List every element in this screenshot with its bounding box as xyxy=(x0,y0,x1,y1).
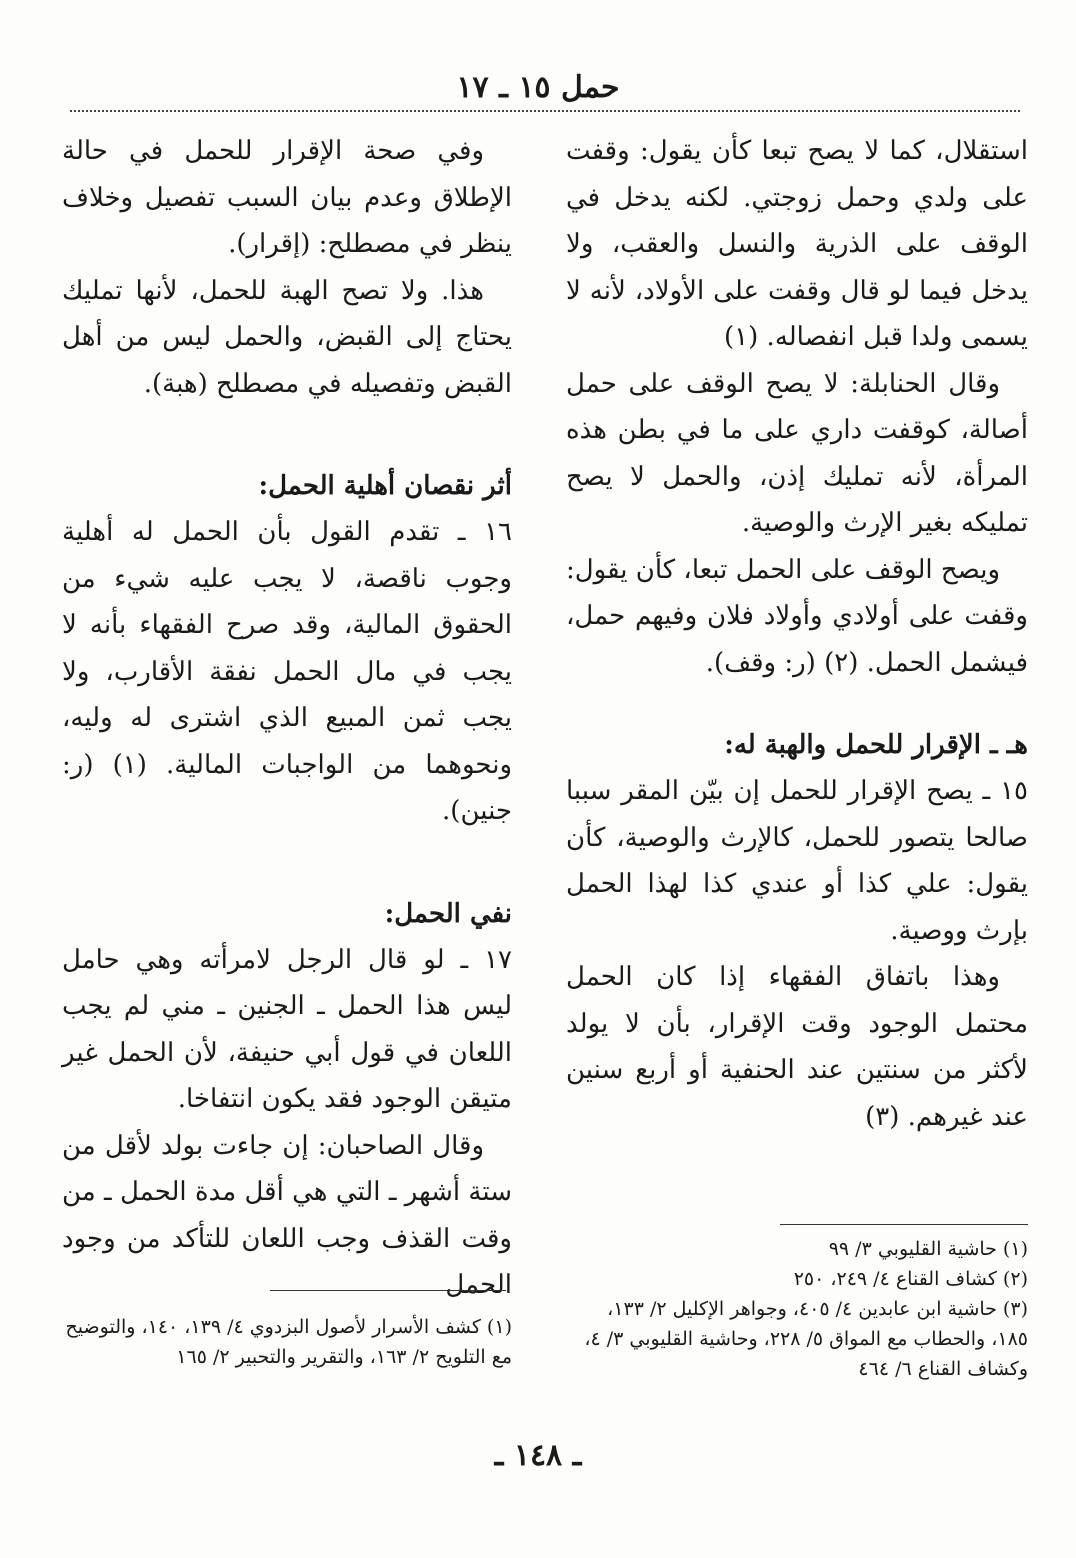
footnotes-right xyxy=(566,1234,1028,1384)
paragraph: وفي صحة الإقرار للحمل في حالة الإطلاق وعدم بيان السبب تفصيل وخلاف ينظر في مصطلح: (إقرار). xyxy=(62,136,512,259)
section-heading: هـ ـ الإقرار للحمل والهبة له: xyxy=(724,730,1028,760)
footnote-rule xyxy=(780,1224,1028,1225)
paragraph: وقال الحنابلة: لا يصح الوقف على حمل أصالة، كوقفت داري على ما في بطن هذه المرأة، لأنه تمليك إذن، والحمل لا يصح تمليكه بغير الإرث والوصية. xyxy=(566,368,1028,538)
footnote: (١) كشف الأسرار لأصول البزدوي ٤/ ١٣٩، ١٤٠، والتوضيح مع التلويح ٢/ ١٦٣، والتقرير والتحبير ٢/ ١٦٥ xyxy=(65,1316,512,1368)
footnote: (٢) كشاف القناع ٤/ ٢٤٩، ٢٥٠ xyxy=(793,1268,1028,1290)
section-heading: أثر نقصان أهلية الحمل: xyxy=(258,471,512,501)
section-heading: نفي الحمل: xyxy=(384,898,512,929)
page-number: ـ ١٤٨ ـ xyxy=(494,1438,582,1473)
footnote-rule xyxy=(270,1290,506,1291)
paragraph: ١٧ ـ لو قال الرجل لامرأته وهي حامل ليس هذا الحمل ـ الجنين ـ مني لم يجب اللعان في قول أبي حنيفة، لأن الحمل غير متيقن الوجود فقد يكون انتفاخا. xyxy=(62,944,512,1114)
header-rule xyxy=(70,110,1020,112)
footnotes-left xyxy=(62,1312,512,1372)
left-column xyxy=(62,128,512,1309)
footnote: (١) حاشية القليوبي ٣/ ٩٩ xyxy=(828,1238,1028,1260)
paragraph: وقال الصاحبان: إن جاءت بولد لأقل من ستة أشهر ـ التي هي أقل مدة الحمل ـ من وقت القذف وجب اللعان للتأكد من وجود الحمل xyxy=(62,1130,512,1300)
right-column xyxy=(566,128,1028,1140)
paragraph: هذا. ولا تصح الهبة للحمل، لأنها تمليك يحتاج إلى القبض، والحمل ليس من أهل القبض وتفصيله في مصطلح (هبة). xyxy=(62,275,512,399)
paragraph: استقلال، كما لا يصح تبعا كأن يقول: وقفت على ولدي وحمل زوجتي. لكنه يدخل في الوقف على الذرية والنسل والعقب، ولا يدخل فيما لو قال وقفت على الأولاد، لأنه لا يسمى ولدا قبل انفصاله. (١) xyxy=(566,136,1028,352)
paragraph: وهذا باتفاق الفقهاء إذا كان الحمل محتمل الوجود وقت الإقرار، بأن لا يولد لأكثر من سنتين عند الحنفية أو أربع سنين عند غيرهم. (٣) xyxy=(566,962,1028,1132)
paragraph: ١٦ ـ تقدم القول بأن الحمل له أهلية وجوب ناقصة، لا يجب عليه شيء من الحقوق المالية، وقد صرح الفقهاء بأنه لا يجب في مال الحمل نفقة الأقارب، ولا يجب ثمن المبيع الذي اشترى له وليه، ونحوهما من الواجبات المالية. (١) (ر: جنين). xyxy=(62,517,512,826)
paragraph: ١٥ ـ يصح الإقرار للحمل إن بيّن المقر سببا صالحا يتصور للحمل، كالإرث والوصية، كأن يقول: علي كذا أو عندي كذا لهذا الحمل بإرث ووصية. xyxy=(566,776,1028,946)
footnote: (٣) حاشية ابن عابدين ٤/ ٤٠٥، وجواهر الإكليل ٢/ ١٣٣، ١٨٥، والحطاب مع المواق ٥/ ٢٢٨، وحاشية القليوبي ٣/ ٤، وكشاف القناع ٦/ ٤٦٤ xyxy=(584,1298,1028,1380)
paragraph: ويصح الوقف على الحمل تبعا، كأن يقول: وقفت على أولادي وأولاد فلان وفيهم حمل، فيشمل الحمل. (٢) (ر: وقف). xyxy=(566,554,1028,678)
page-header: حمل ١٥ ـ ١٧ xyxy=(456,70,620,105)
